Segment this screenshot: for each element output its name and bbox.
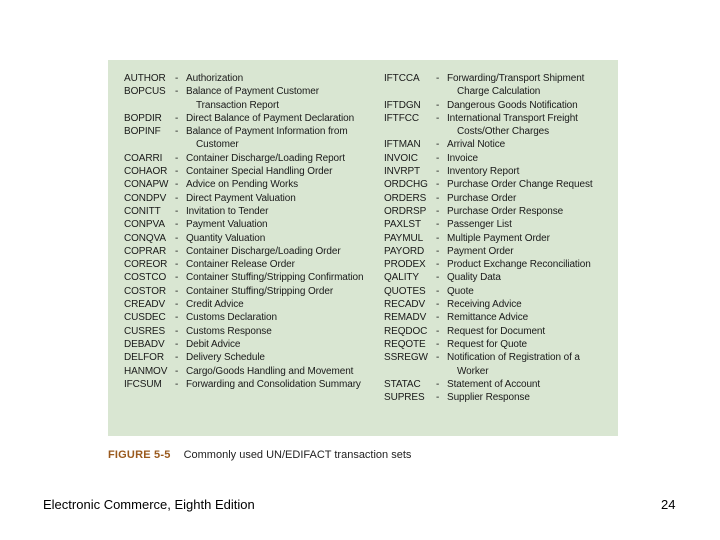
separator-dash: - — [175, 205, 179, 217]
transaction-description: Customs Response — [186, 325, 272, 337]
transaction-description: Quantity Valuation — [186, 232, 266, 244]
transaction-description: Forwarding and Consolidation Summary — [186, 378, 361, 390]
transaction-description: Balance of Payment Information from — [186, 126, 348, 138]
figure-label: FIGURE 5-5 — [108, 449, 171, 461]
transaction-description: Container Stuffing/Stripping Confirmation — [186, 272, 364, 284]
separator-dash: - — [436, 152, 440, 164]
transaction-description: Customer — [196, 139, 239, 151]
transaction-description: Inventory Report — [447, 166, 520, 178]
transaction-description: Statement of Account — [447, 378, 541, 390]
transaction-description: Purchase Order Response — [447, 205, 564, 217]
transaction-description: Credit Advice — [186, 299, 244, 311]
transaction-code: STATAC — [384, 378, 421, 390]
transaction-description: Quote — [447, 285, 474, 297]
transaction-description: Container Discharge/Loading Order — [186, 245, 341, 257]
separator-dash: - — [175, 312, 179, 324]
separator-dash: - — [175, 259, 179, 271]
transaction-code: INVRPT — [384, 166, 421, 178]
transaction-code: BOPDIR — [124, 112, 162, 124]
transaction-code: BOPCUS — [124, 86, 166, 98]
transaction-code: SUPRES — [384, 392, 425, 404]
transaction-code: COPRAR — [124, 245, 167, 257]
separator-dash: - — [436, 392, 440, 404]
separator-dash: - — [175, 232, 179, 244]
transaction-description: Container Special Handling Order — [186, 166, 333, 178]
separator-dash: - — [175, 299, 179, 311]
transaction-description: Direct Balance of Payment Declaration — [186, 112, 355, 124]
transaction-code: REMADV — [384, 312, 427, 324]
transaction-code: DEBADV — [124, 338, 165, 350]
transaction-description: Balance of Payment Customer — [186, 86, 319, 98]
transaction-code: REQOTE — [384, 338, 426, 350]
transaction-code: SSREGW — [384, 352, 428, 364]
separator-dash: - — [436, 312, 440, 324]
transaction-code: IFCSUM — [124, 378, 162, 390]
transaction-code: QALITY — [384, 272, 419, 284]
transaction-description: Purchase Order Change Request — [447, 179, 593, 191]
separator-dash: - — [175, 73, 179, 84]
transaction-code: CUSDEC — [124, 312, 166, 324]
separator-dash: - — [175, 192, 179, 204]
figure-panel — [108, 60, 618, 436]
transaction-description: Worker — [457, 365, 489, 377]
transaction-code: CONITT — [124, 205, 161, 217]
transaction-code: IFTCCA — [384, 73, 420, 84]
separator-dash: - — [436, 245, 440, 257]
transaction-description: Multiple Payment Order — [447, 232, 550, 244]
transaction-code: ORDCHG — [384, 179, 428, 191]
transaction-description: Container Discharge/Loading Report — [186, 152, 345, 164]
footer-book-title: Electronic Commerce, Eighth Edition — [43, 497, 255, 512]
transaction-code: CONPVA — [124, 219, 165, 231]
transaction-description: Quality Data — [447, 272, 501, 284]
transaction-description: Customs Declaration — [186, 312, 277, 324]
transaction-code: COSTCO — [124, 272, 167, 284]
transaction-description: Container Stuffing/Stripping Order — [186, 285, 334, 297]
transaction-description: Transaction Report — [196, 99, 279, 111]
transaction-description: Costs/Other Charges — [457, 126, 550, 138]
transaction-description: Forwarding/Transport Shipment — [447, 73, 585, 84]
transaction-code: CREADV — [124, 299, 166, 311]
separator-dash: - — [436, 112, 440, 124]
separator-dash: - — [175, 86, 179, 98]
separator-dash: - — [436, 73, 440, 84]
separator-dash: - — [175, 325, 179, 337]
transaction-code: COREOR — [124, 259, 168, 271]
transaction-description: Advice on Pending Works — [186, 179, 299, 191]
separator-dash: - — [175, 166, 179, 178]
transaction-code: BOPINF — [124, 126, 161, 138]
separator-dash: - — [436, 179, 440, 191]
separator-dash: - — [436, 352, 440, 364]
separator-dash: - — [436, 205, 440, 217]
transaction-description: Invitation to Tender — [186, 205, 269, 217]
separator-dash: - — [175, 365, 179, 377]
transaction-code: CONDPV — [124, 192, 167, 204]
transaction-code: PAYORD — [384, 245, 425, 257]
transaction-code: HANMOV — [124, 365, 168, 377]
transaction-code: REQDOC — [384, 325, 428, 337]
separator-dash: - — [436, 338, 440, 350]
transaction-code: PRODEX — [384, 259, 426, 271]
transaction-description: International Transport Freight — [447, 112, 578, 124]
transaction-description: Product Exchange Reconciliation — [447, 259, 591, 271]
transaction-code: CONAPW — [124, 179, 169, 191]
separator-dash: - — [175, 112, 179, 124]
figure-caption — [108, 449, 411, 461]
transaction-code: IFTMAN — [384, 139, 421, 151]
transaction-code: AUTHOR — [124, 73, 166, 84]
transaction-code: CONQVA — [124, 232, 166, 244]
separator-dash: - — [436, 325, 440, 337]
transaction-description: Direct Payment Valuation — [186, 192, 296, 204]
separator-dash: - — [175, 152, 179, 164]
transaction-description: Arrival Notice — [447, 139, 506, 151]
separator-dash: - — [436, 219, 440, 231]
separator-dash: - — [175, 352, 179, 364]
separator-dash: - — [175, 179, 179, 191]
transaction-code: INVOIC — [384, 152, 418, 164]
transaction-description: Payment Valuation — [186, 219, 268, 231]
transaction-description: Remittance Advice — [447, 312, 529, 324]
transaction-code: RECADV — [384, 299, 426, 311]
transaction-code: COARRI — [124, 152, 163, 164]
page-number: 24 — [661, 497, 676, 512]
transaction-description: Charge Calculation — [457, 86, 541, 98]
transaction-description: Payment Order — [447, 245, 514, 257]
transaction-description: Receiving Advice — [447, 299, 522, 311]
figure-caption-text: Commonly used UN/EDIFACT transaction sets — [183, 449, 412, 461]
separator-dash: - — [436, 285, 440, 297]
separator-dash: - — [436, 232, 440, 244]
separator-dash: - — [436, 272, 440, 284]
transaction-description: Dangerous Goods Notification — [447, 99, 578, 111]
separator-dash: - — [175, 272, 179, 284]
separator-dash: - — [175, 285, 179, 297]
transaction-description: Invoice — [447, 152, 478, 164]
transaction-description: Authorization — [186, 73, 244, 84]
transaction-description: Purchase Order — [447, 192, 517, 204]
transaction-code: QUOTES — [384, 285, 426, 297]
transaction-code: CUSRES — [124, 325, 166, 337]
transaction-description: Passenger List — [447, 219, 512, 231]
separator-dash: - — [436, 139, 440, 151]
separator-dash: - — [175, 219, 179, 231]
transaction-code: ORDRSP — [384, 205, 427, 217]
separator-dash: - — [175, 378, 179, 390]
separator-dash: - — [436, 259, 440, 271]
separator-dash: - — [175, 338, 179, 350]
transaction-code: PAYMUL — [384, 232, 424, 244]
transaction-code: DELFOR — [124, 352, 164, 364]
transaction-code: PAXLST — [384, 219, 422, 231]
separator-dash: - — [436, 99, 440, 111]
separator-dash: - — [436, 192, 440, 204]
transaction-description: Notification of Registration of a — [447, 352, 580, 364]
separator-dash: - — [436, 299, 440, 311]
separator-dash: - — [175, 126, 179, 138]
separator-dash: - — [175, 245, 179, 257]
transaction-code: IFTFCC — [384, 112, 419, 124]
separator-dash: - — [436, 166, 440, 178]
transaction-description: Container Release Order — [186, 259, 295, 271]
transaction-description: Request for Document — [447, 325, 546, 337]
transaction-code: COHAOR — [124, 166, 168, 178]
transaction-description: Delivery Schedule — [186, 352, 265, 364]
transaction-description: Debit Advice — [186, 338, 241, 350]
transaction-code: ORDERS — [384, 192, 427, 204]
transaction-description: Request for Quote — [447, 338, 528, 350]
transaction-code: COSTOR — [124, 285, 166, 297]
transaction-code: IFTDGN — [384, 99, 421, 111]
transaction-description: Supplier Response — [447, 392, 530, 404]
transaction-description: Cargo/Goods Handling and Movement — [186, 365, 354, 377]
separator-dash: - — [436, 378, 440, 390]
